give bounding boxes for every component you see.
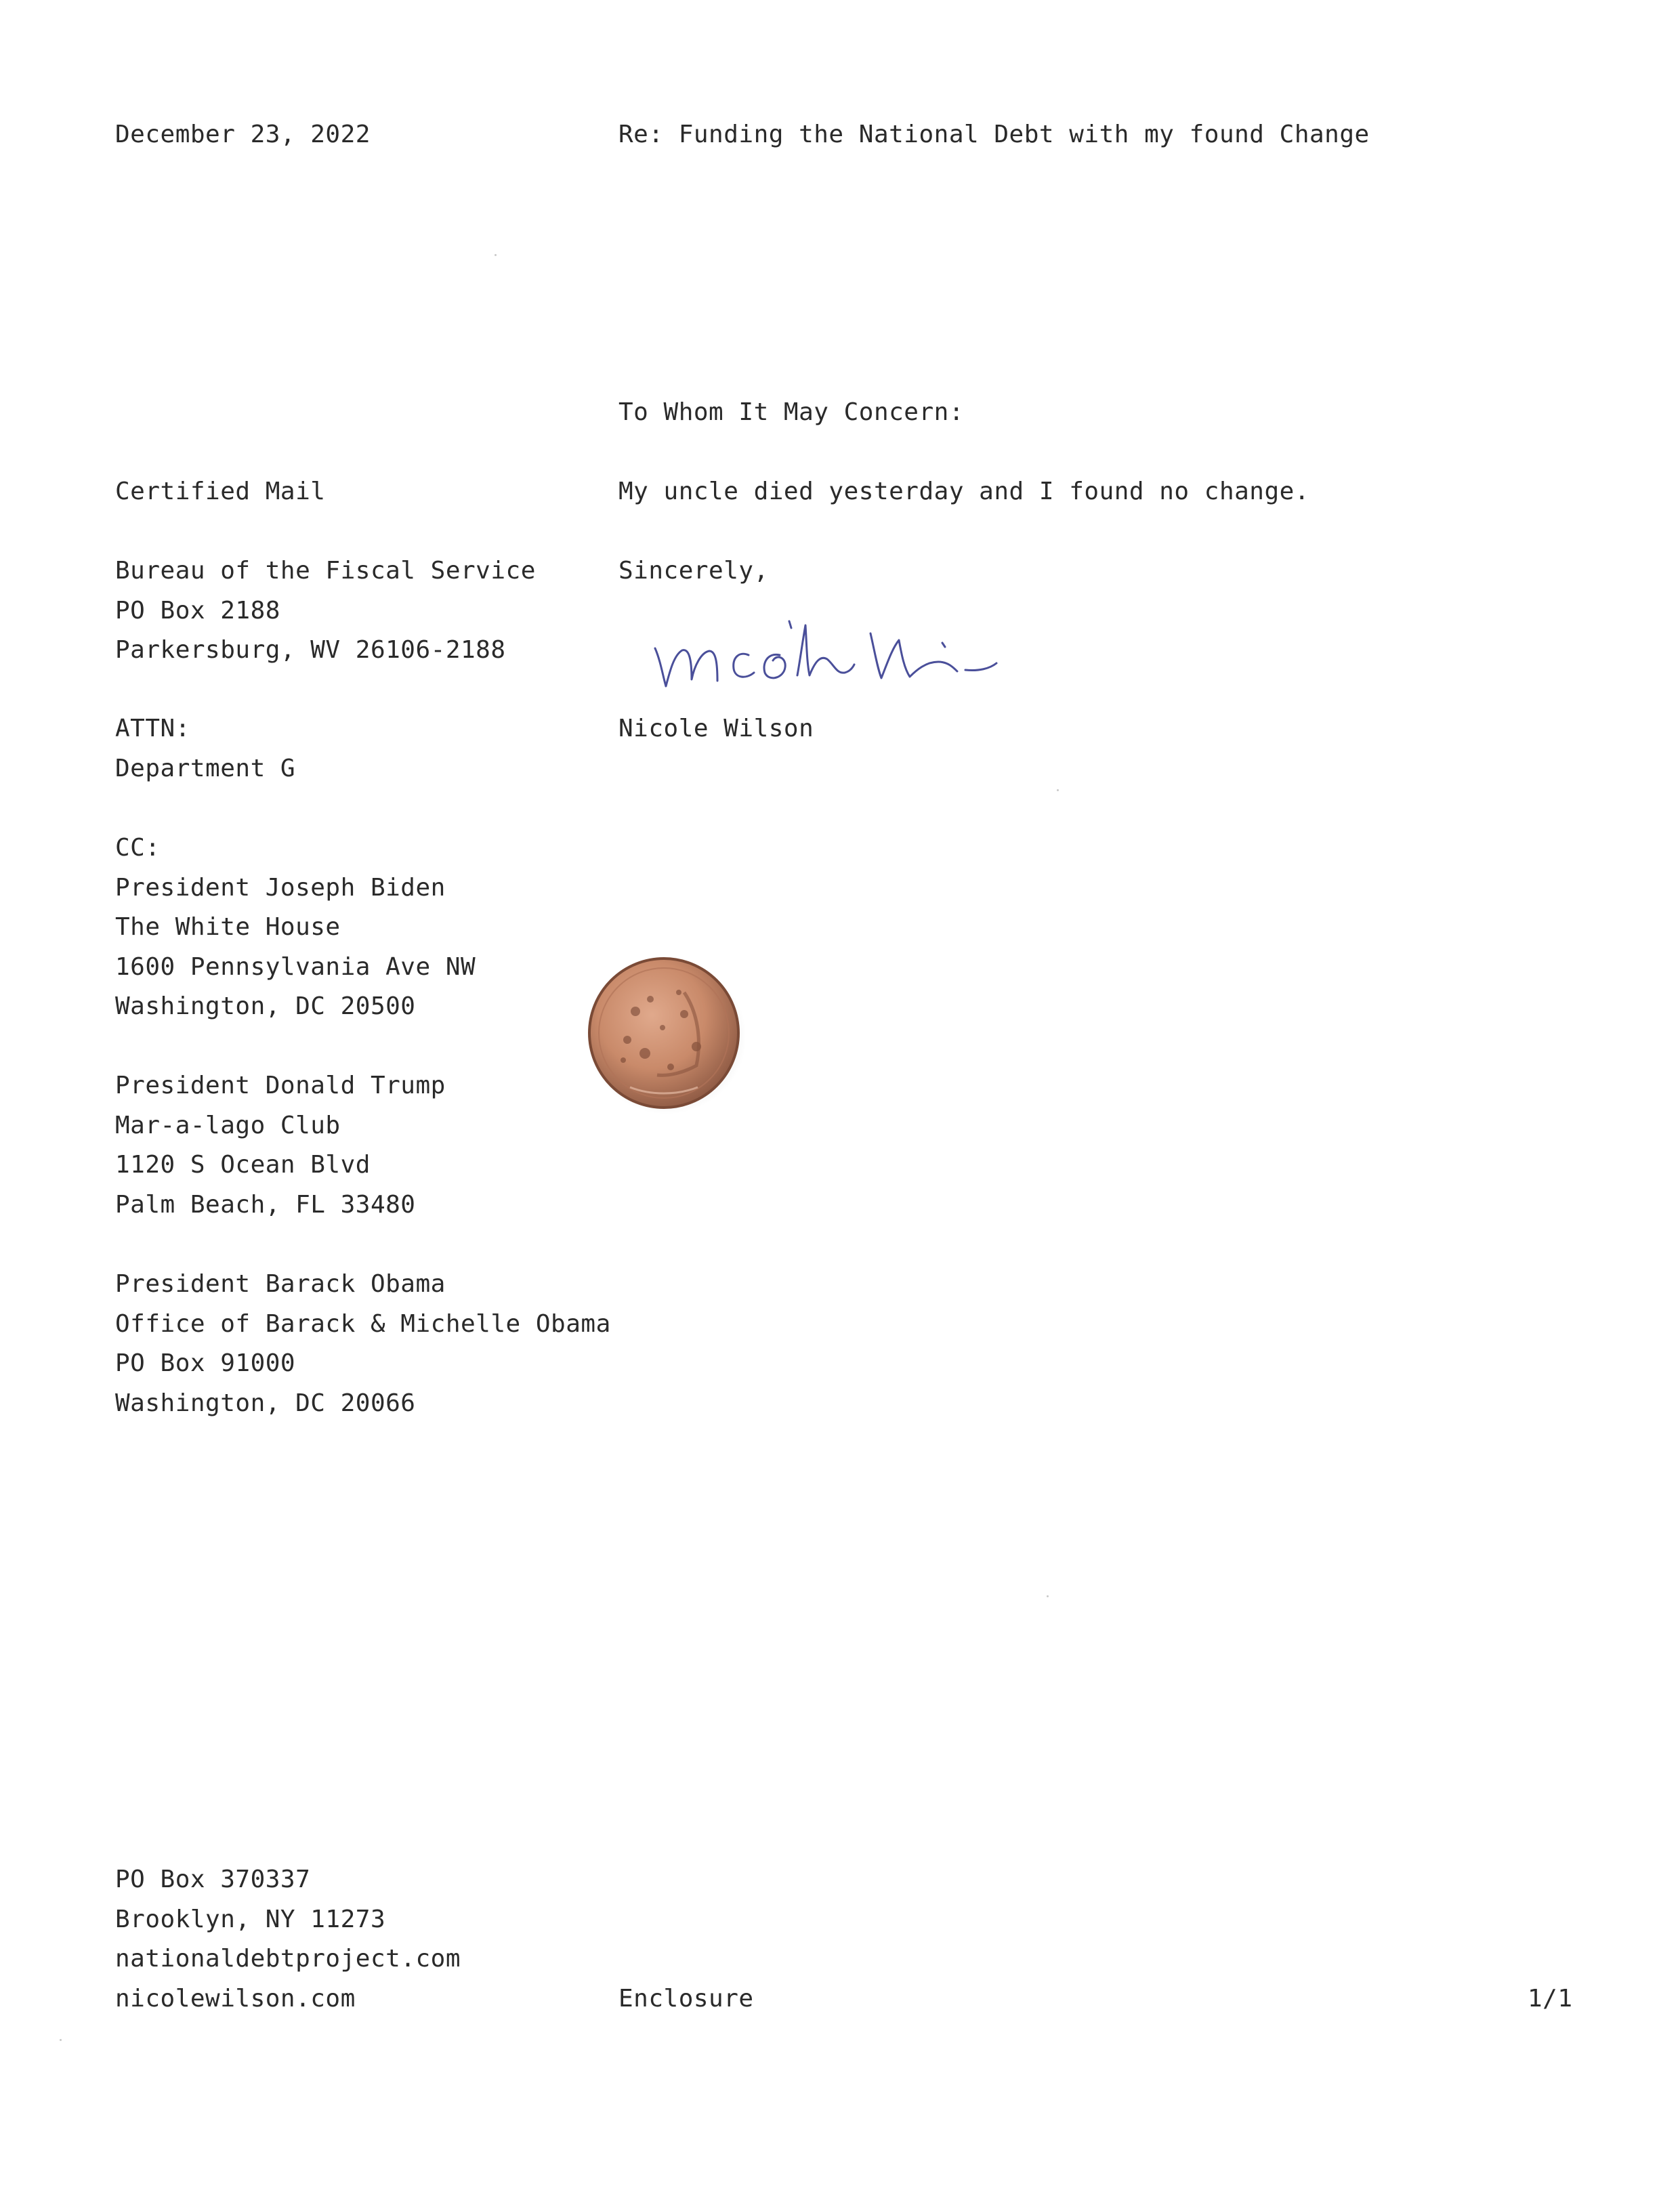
cc-line: President Barack Obama — [115, 1270, 446, 1298]
cc-line: Washington, DC 20500 — [115, 992, 416, 1020]
sender-line: PO Box 370337 — [115, 1866, 311, 1893]
attention-block — [115, 709, 295, 788]
attn-value: Department G — [115, 754, 296, 782]
cc-line: 1120 S Ocean Blvd — [115, 1151, 371, 1179]
cc-line: 1600 Pennsylvania Ave NW — [115, 952, 476, 981]
scan-speck — [495, 254, 497, 256]
message-text: My uncle died yesterday and I found no change. — [618, 478, 1309, 505]
mail-type: Certified Mail — [115, 478, 326, 505]
sender-website: nicolewilson.com — [115, 1984, 356, 2013]
cc-line: The White House — [115, 913, 341, 941]
scan-speck — [60, 2039, 62, 2041]
address-line: Bureau of the Fiscal Service — [115, 557, 536, 585]
page-number: 1/1 — [1528, 1985, 1573, 2013]
scan-speck — [1047, 1595, 1049, 1597]
cc-block-trump — [115, 1066, 446, 1225]
cc-line: President Joseph Biden — [115, 873, 446, 902]
sender-address — [115, 1860, 461, 2019]
penny-coin-icon — [583, 952, 745, 1114]
cc-line: President Donald Trump — [115, 1072, 446, 1099]
attn-label: ATTN: — [115, 715, 190, 742]
cc-line: Palm Beach, FL 33480 — [115, 1190, 416, 1219]
recipient-address — [115, 551, 536, 671]
subject-line: Re: Funding the National Debt with my found Change — [618, 121, 1370, 148]
cc-line: Washington, DC 20066 — [115, 1389, 416, 1417]
enclosure-note: Enclosure — [618, 1985, 754, 2013]
sender-line: Brooklyn, NY 11273 — [115, 1905, 386, 1933]
cc-line: PO Box 91000 — [115, 1349, 296, 1377]
salutation: To Whom It May Concern: — [618, 398, 964, 426]
cc-block-obama — [115, 1265, 611, 1423]
cc-block-biden — [115, 828, 476, 1027]
address-line: Parkersburg, WV 26106-2188 — [115, 636, 506, 664]
signer-name: Nicole Wilson — [618, 715, 814, 742]
handwritten-signature — [647, 613, 999, 701]
closing: Sincerely, — [618, 557, 769, 585]
sender-website: nationaldebtproject.com — [115, 1945, 461, 1973]
scan-speck — [1057, 789, 1059, 791]
cc-line: Mar-a-lago Club — [115, 1111, 341, 1139]
address-line: PO Box 2188 — [115, 596, 280, 625]
cc-label: CC: — [115, 834, 161, 862]
letter-date: December 23, 2022 — [115, 121, 371, 148]
cc-line: Office of Barack & Michelle Obama — [115, 1309, 611, 1338]
